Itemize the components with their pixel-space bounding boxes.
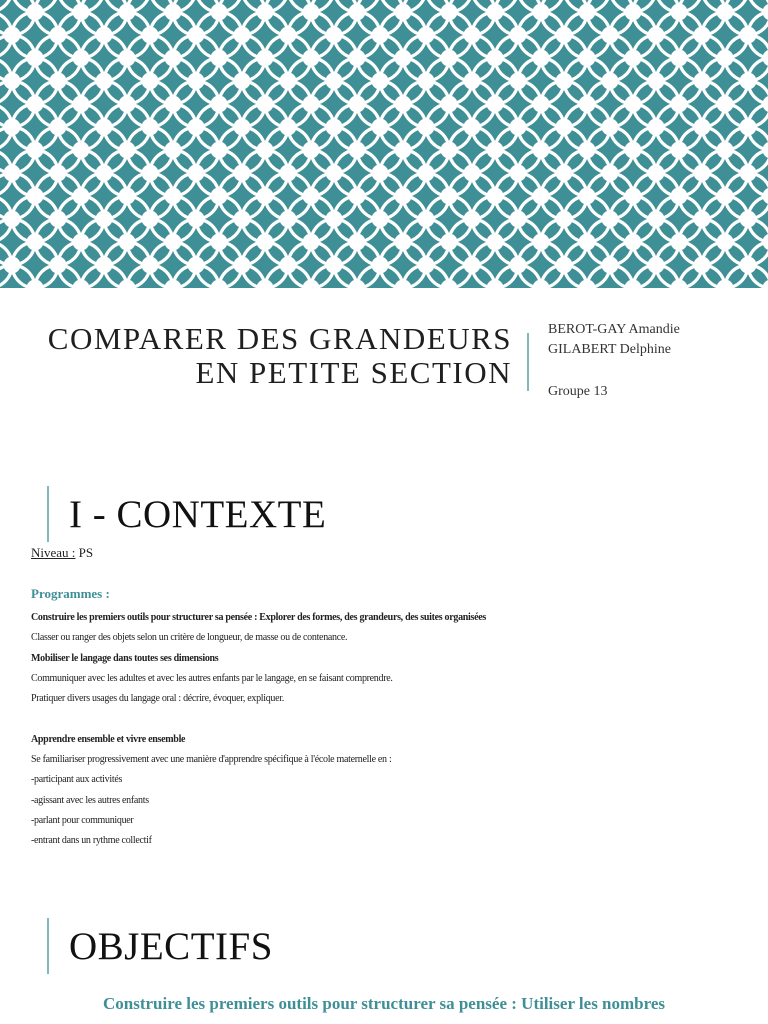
contexte-accent-bar (47, 486, 49, 542)
program-line: Apprendre ensemble et vivre ensemble (31, 733, 186, 745)
program-line: Communiquer avec les adultes et avec les autres enfants par le langage, en se faisant comprendre. (31, 672, 393, 684)
programmes-heading: Programmes : (31, 586, 110, 601)
programmes-text (31, 608, 751, 852)
niveau-label: Niveau : (31, 545, 76, 560)
program-line: Construire les premiers outils pour structurer sa pensée : Explorer des formes, des grandeurs, des suites organisées (31, 612, 486, 623)
program-line: Se familiariser progressivement avec une manière d'apprendre spécifique à l'école maternelle en : (31, 754, 392, 766)
program-line: -entrant dans un rythme collectif (31, 835, 152, 847)
program-line: Mobiliser le langage dans toutes ses dimensions (31, 652, 219, 664)
objectifs-subtitle: Construire les premiers outils pour structurer sa pensée : Utiliser les nombres (102, 994, 666, 1013)
title-line-2: EN PETITE SECTION (195, 355, 512, 390)
program-line: -agissant avec les autres enfants (31, 794, 149, 806)
program-line: -parlant pour communiquer (31, 814, 134, 826)
title-divider (527, 333, 529, 391)
header-pattern-banner (0, 0, 768, 288)
title-line-1: COMPARER DES GRANDEURS (47, 321, 512, 356)
author-name-1: BEROT-GAY Amandie (548, 322, 680, 337)
program-line: Pratiquer divers usages du langage oral : décrire, évoquer, expliquer. (31, 693, 284, 705)
program-line-blank (31, 709, 751, 729)
author-name-2: GILABERT Delphine (548, 342, 671, 357)
contexte-heading: I - CONTEXTE (69, 493, 327, 536)
authors-block (548, 320, 680, 402)
program-line: Classer ou ranger des objets selon un critère de longueur, de masse ou de contenance. (31, 632, 348, 644)
group-number: Groupe 13 (548, 384, 608, 399)
program-line: -participant aux activités (31, 774, 123, 786)
objectifs-accent-bar (47, 918, 49, 974)
niveau-line (31, 545, 93, 561)
niveau-value: PS (75, 545, 94, 560)
document-title (0, 322, 512, 390)
objectifs-heading: OBJECTIFS (69, 925, 273, 968)
geometric-pattern-image (0, 0, 768, 288)
